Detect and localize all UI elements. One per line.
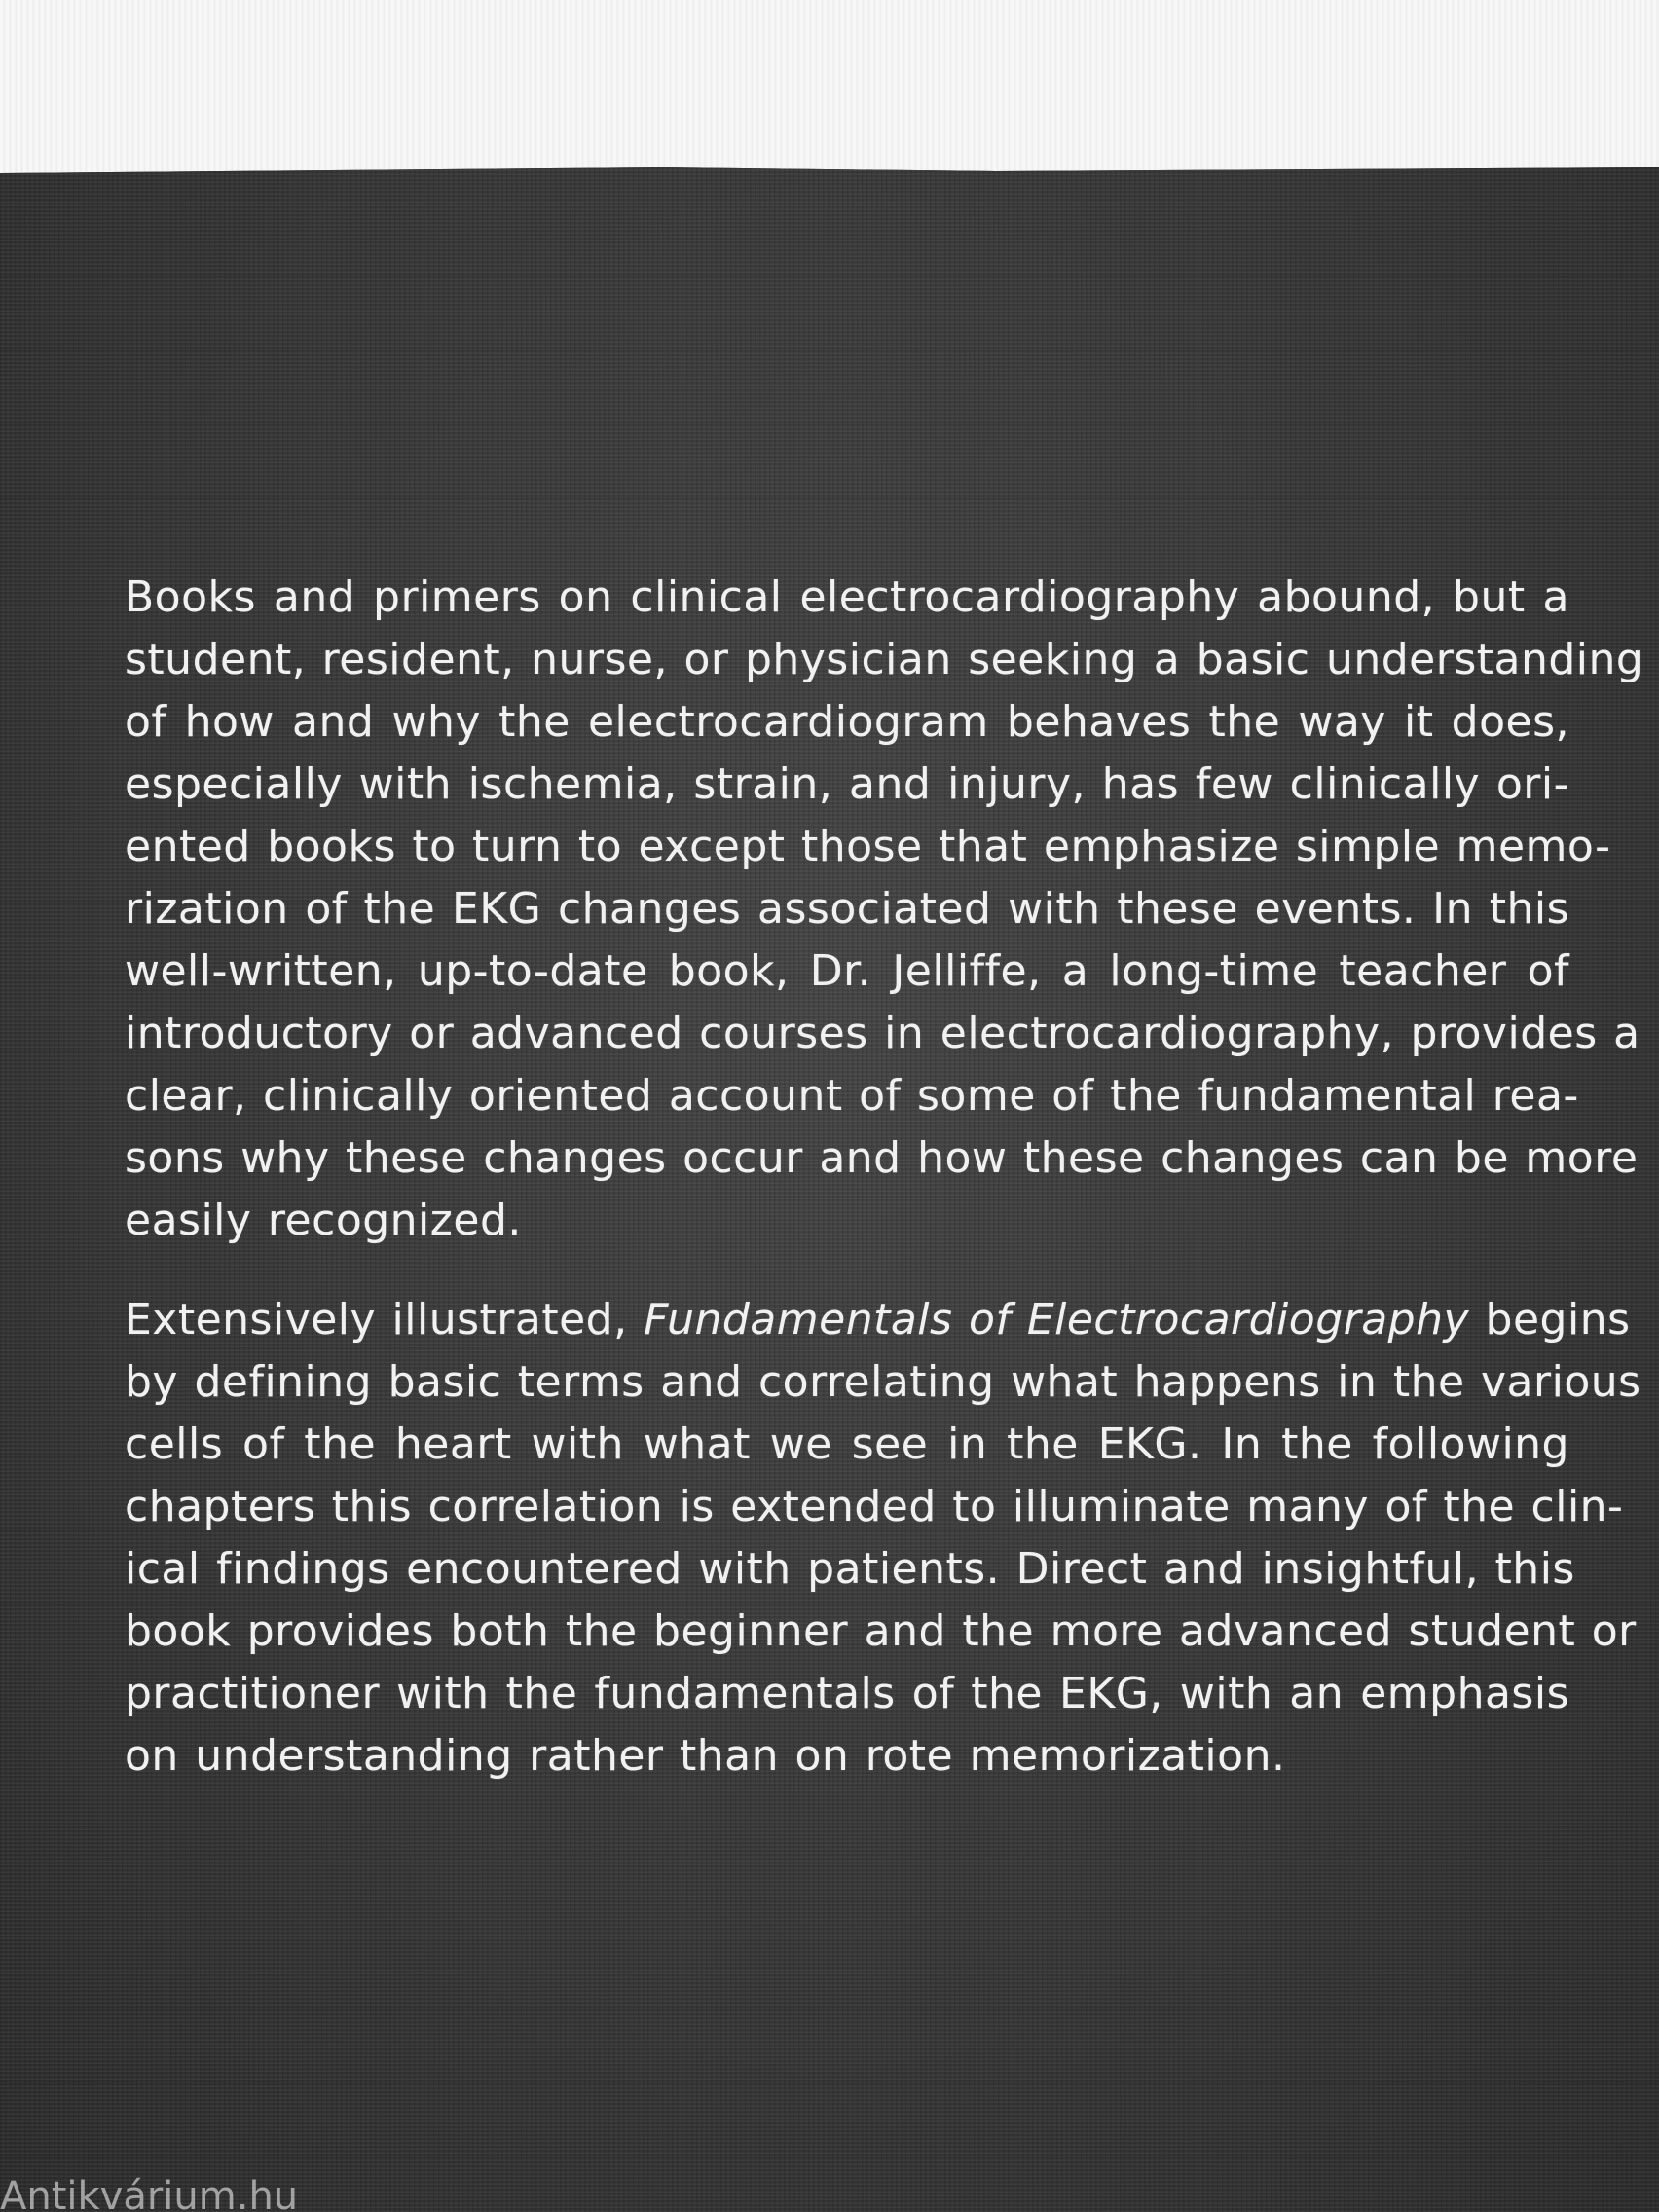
scan-background — [0, 0, 1659, 181]
text-line: easily recognized. — [125, 1196, 522, 1245]
text-line: rization of the EKG changes associated with these events. In this — [125, 884, 1569, 934]
book-title: Fundamentals of Electrocardiography — [644, 1295, 1470, 1345]
text-line: sons why these changes occur and how these changes can be more — [125, 1133, 1639, 1183]
text-line: of how and why the electrocardiogram behaves the way it does, — [125, 697, 1569, 747]
text-line: practitioner with the fundamentals of the EKG, with an emphasis — [125, 1669, 1569, 1718]
text-line: on understanding rather than on rote memorization. — [125, 1731, 1286, 1781]
text-line: ented books to turn to except those that emphasize simple memo- — [125, 822, 1611, 871]
watermark: Antikvárium.hu — [0, 2177, 299, 2212]
text-line: cells of the heart with what we see in the EKG. In the following — [125, 1419, 1569, 1469]
text-line: ical findings encountered with patients. Direct and insightful, this — [125, 1544, 1575, 1594]
text-line: well-written, up-to-date book, Dr. Jelliffe, a long-time teacher of — [125, 946, 1569, 996]
line-prefix: Extensively illustrated, — [125, 1295, 645, 1345]
text-line: Books and primers on clinical electrocardiography abound, but a — [125, 572, 1569, 622]
text-line: book provides both the beginner and the more advanced student or — [125, 1606, 1637, 1656]
text-line: introductory or advanced courses in electrocardiography, provides a — [125, 1009, 1641, 1058]
blurb-paragraph-2 — [125, 1289, 1641, 1788]
text-line-first — [125, 1289, 1631, 1351]
text-line: chapters this correlation is extended to illuminate many of the clin- — [125, 1482, 1624, 1531]
text-line: student, resident, nurse, or physician seeking a basic understanding — [125, 635, 1644, 684]
text-line: clear, clinically oriented account of some of the fundamental rea- — [125, 1071, 1579, 1121]
blurb-paragraph-1 — [125, 567, 1644, 1252]
text-line: by defining basic terms and correlating what happens in the various — [125, 1357, 1641, 1407]
text-line: especially with ischemia, strain, and injury, has few clinically ori- — [125, 759, 1569, 809]
line-suffix: begins — [1469, 1295, 1631, 1345]
